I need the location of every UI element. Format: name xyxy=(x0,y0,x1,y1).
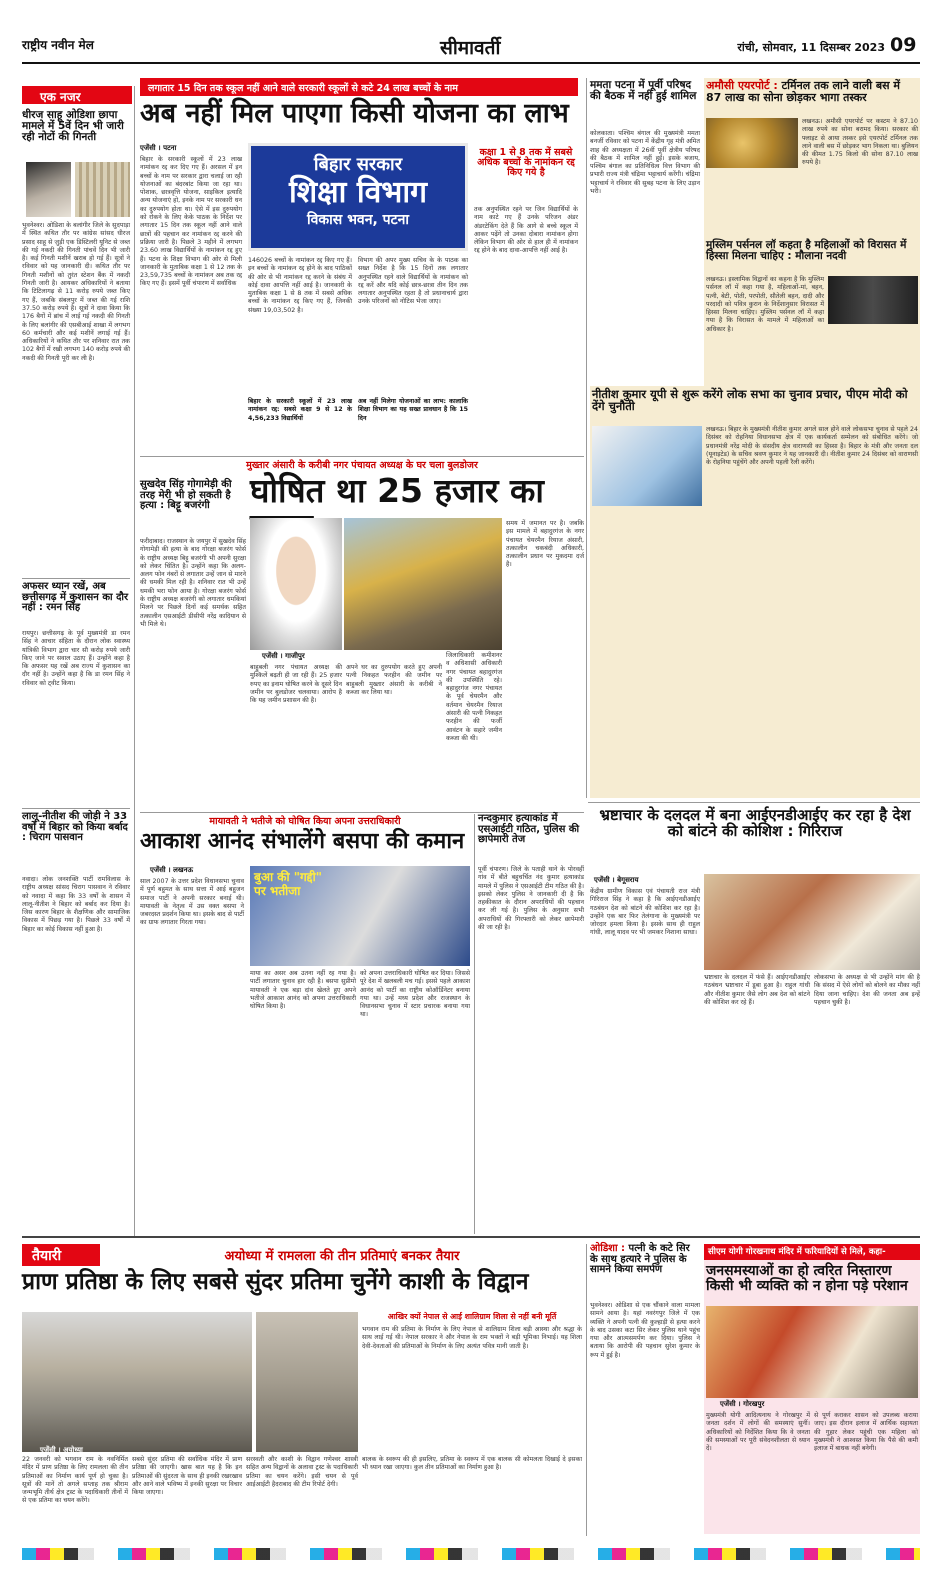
dateline: एजेंसी । गाजीपुर xyxy=(262,652,305,660)
story-body: लखनऊ। अमौसी एयरपोर्ट पर कस्टम ने 87.10 लाख रुपये का सोना बरामद किया। सरकार की फ्लाइट से आया तस्कर इसे एयरपोर्ट टर्मिनल तक लाने वाली बस में छोड़कर भाग निकला था। बुलियन की कीमत 1.75 किलो की सोना 87.10 लाख रुपये है। xyxy=(802,118,918,167)
story-body: अपने घर का दुरुपयोग करते हुए अपनी पत्नी निकहत फरहीन की जमीन पर बाहुबली मुख्तार अंसारी के करीबी ने कब्जा कर लिया था। xyxy=(346,664,442,696)
story-body: से पूर्ण कराकर शासन को उपलब्ध कराया जाए। इस दौरान इलाज में आर्थिक सहायता की गुहार लेकर पहुंची एक महिला को मुख्यमंत्री ने आश्वस्त किया कि पैसे की कमी इलाज में बाधक नहीं बनेगी। xyxy=(814,1412,918,1453)
story-headline: लालू-नीतीश की जोड़ी ने 33 वर्षों में बिहार को किया बर्बाद : चिराग पासवान xyxy=(22,811,128,843)
column-rule xyxy=(586,78,587,798)
lead-col-2: 146026 बच्चों के नामांकन रद्द किए गए हैं। इन बच्चों के नामांकन रद्द होने के बाद पाठिकों की ओर से भी नामांकन रद्द करने के संबंध में कोई दावा आपत्ति नहीं आई है। जानकारी के मुताबिक कक्षा 1 से 8 तक में सबसे अधिक बच्चों के नामांकन रद्द किए गए हैं, जिनकी संख्या 19,03,502 है। xyxy=(248,257,352,314)
story-headline: ममता पटना में पूर्वी परिषद की बैठक में नहीं हुई शामिल xyxy=(590,79,697,103)
sign-line-1: बिहार सरकार xyxy=(313,154,403,175)
second-headline: घोषित था 25 हजार का xyxy=(250,471,544,510)
story-headline: ओडिशा : पत्नी के कटे सिर के साथ हत्यारे ने पुलिस के सामने किया समर्पण xyxy=(590,1243,690,1275)
story-body: को अपना उत्तराधिकारी घोषित कर दिया। जिससे पूरे देश में खलबली मच गई। इससे पहले आकाश आनंद को पार्टी का राष्ट्रीय कोऑर्डिनेटर बनाया गया था। उन्हें मध्य प्रदेश और राजस्थान के विधानसभा चुनाव में स्टार प्रचारक बनाया गया था। xyxy=(360,970,470,1019)
dateline: एजेंसी । पटना xyxy=(140,144,177,152)
story-headline: नीतीश कुमार यूपी से शुरू करेंगे लोक सभा का चुनाव प्रचार, पीएम मोदी को देंगे चुनौती xyxy=(592,387,908,414)
chairman-photo xyxy=(250,518,342,650)
sign-line-2: शिक्षा विभाग xyxy=(288,175,428,210)
bottom-kicker: अयोध्या में रामलला की तीन प्रतिमाएं बनकर तैयार xyxy=(224,1249,460,1264)
story-headline: धीरज साहू ओडिशा छापा मामले में 5वें दिन भी जारी रही नोटों की गिनती xyxy=(22,109,124,144)
lead-col-1: बिहार के सरकारी स्कूलों में 23 लाख नामांकन रद्द कर दिए गए हैं। अरसल में इन बच्चों के नाम पर सरकार द्वारा चलाई जा रही योजनाओं का बंदरबांट किया जा रहा था। पोशाक, छात्रवृत्ति योजना, साइकिल इत्यादि अन्य योजनाएं हो, इनके नाम पर सरकारी धन का दुरुपयोग होता था। ऐसे में इस दुरुपयोग को रोकने के लिए केके पाठक के निर्देश पर लगातार 15 दिन तक स्कूल नहीं आने वाले छात्रों की पहचान कर नामांकन रद्द करने की प्रक्रिया जारी है। पिछले 3 महीने में लगभग 23.60 लाख विद्यार्थियों के नामांकन रद्द हुए हैं। पटना के शिक्षा विभाग की ओर से मिली जानकारी के मुताबिक कक्षा 1 से 12 तक के 23,59,735 बच्चों के नामांकन अब तक रद्द किए गए हैं। इसमें पूर्वी चंपारण में सर्वाधिक xyxy=(140,156,242,288)
story-body: फरीदाबाद। राजस्थान के जयपुर में सुखदेव सिंह गोगामेड़ी की हत्या के बाद गोरक्षा बजरंग फोर्स के राष्ट्रीय अध्यक्ष बिट्टू बजरंगी भी अपनी सुरक्षा को लेकर चिंतित है। उन्होंने कहा कि अलग-अलग फोन नंबरों से लगातार उन्हें जान से मारने की धमकी मिल रही है। शनिवार रात भी उन्हें धमकी भरा फोन आया है। गोरक्षा बजरंग फोर्स के राष्ट्रीय अध्यक्ष बजरंगी को लगातार धमकियां मिलने पर पिछले दिनों कई समर्थक सहित तत्कालीन एसआईटी डीसीपी नरेंद्र कादियान से भी मिले थे। xyxy=(140,538,246,628)
pull-quote: कक्षा 1 से 8 तक में सबसे अधिक बच्चों के नामांकन रद्द किए गये है xyxy=(477,147,575,178)
story-body: लोकसभा के अध्यक्ष से भी उन्होंने मांग की है कि संसद में ऐसे लोगों को बोलने का मौका नहीं दिया जाना चाहिए। देश की जनता अब इन्हें पहचान चुकी है। xyxy=(814,974,920,1006)
story-body: बाहुबली नगर पंचायत अध्यक्ष की मुश्किलें बढ़ती ही जा रही हैं। 25 हजार रुपए का इनाम घोषित करने के दूसरे दिन जमीन पर बुलडोजर चलवाया। आरोप है कि यह जमीन प्रशासन की है। xyxy=(250,664,342,705)
photo-title: बुआ की "गद्दी" पर भतीजा xyxy=(254,870,322,898)
story-body: जिलाधिकारी कमीशनर व अधिशासी अधिकारी नगर पंचायत बहादुरगंज की उपस्थिति रहे। बहादुरगंज नगर पंचायत के पूर्व चेयरमैन और वर्तमान चेयरमैन रियाज अंसारी की पत्नी निकहत फरहीन की फर्जी आवंटन के सहारे जमीन कब्जा की थी। xyxy=(446,652,502,742)
temple-photo-1 xyxy=(22,1312,252,1452)
yogi-band: सीएम योगी गोरखनाथ मंदिर में फरियादियों से मिले, कहा- xyxy=(704,1244,920,1260)
story-body: केंद्रीय ग्रामीण विकास एवं पंचायती राज मंत्री गिरिराज सिंह ने कहा है कि आईएनडीआईए गठबंधन देश को बांटने की कोशिश कर रहा है। उन्होंने एक बार फिर तेलंगाना के मुख्यमंत्री पर जोरदार हमला किया है। इसके साथ ही राहुल गांधी, लालू यादव पर भी जमकर निशाना साधा। xyxy=(590,888,700,937)
divider xyxy=(588,802,920,803)
story-headline: मुस्लिम पर्सनल लॉ कहता है महिलाओं को विरासत में हिस्सा मिलना चाहिए : मौलाना नदवी xyxy=(706,239,907,263)
story-body: सरस्वती और काशी के विद्वान गणेश्वर शास्त्री सहित अन्य विद्वानों के अलावा ट्रस्ट के पदाधिकारी प्रतिमा का चयन करेंगे। इसी चयन से पूर्व आईआईटी हैदराबाद की टीम रिपोर्ट देगी। xyxy=(246,1456,358,1488)
dateline: रांची, सोमवार, 11 दिसम्बर 2023 xyxy=(737,41,885,54)
story-body: रायपुर। छत्तीसगढ़ के पूर्व मुख्यमंत्री डा रमन सिंह ने आचार संहिता के दौरान लोक स्वास्थ्य यांत्रिकी विभाग द्वारा चार सौ करोड़ रुपये जारी किए जाने पर सवाल उठाए हैं। उन्होंने कहा है कि अफसर यह रखें अब राज्य में कुशासन का दौर नहीं है। उन्होंने कहा है कि डा रमन सिंह ने रविवार को ट्वीट किया। xyxy=(22,630,130,687)
third-headline: आकाश आनंद संभालेंगे बसपा की कमान xyxy=(140,829,465,854)
dateline: एजेंसी । अयोध्या xyxy=(40,1446,83,1454)
story-body: भुवनेश्वर। ओडिशा से एक चौंकाने वाला मामला सामने आया है। यहां नवरंगपुर जिले में एक व्यक्ति ने अपनी पत्नी की कुल्हाड़ी से हत्या करने के बाद उसका कटा सिर लेकर पुलिस थाने पहुंच गया और आत्मसमर्पण कर दिया। पुलिस ने बताया कि आरोपी की पहचान सुरेश कुमार के रूप में हुई है। xyxy=(590,1302,700,1359)
lead-subhead-1: बिहार के सरकारी स्कूलों में 23 लाख नामांकन रद्द: सबसे कक्षा 9 से 12 के 4,56,233 विद्यार्थियों xyxy=(248,398,352,422)
story-body: बालक के स्वरूप की ही इसलिए, प्रतिमा के स्वरूप में एक बालक सी कोमलता दिखाई दे इसका भी ध्यान रखा जाएगा। कुल तीन प्रतिमाओं का निर्माण हुआ है। xyxy=(362,1456,582,1472)
temple-photo-2 xyxy=(256,1312,358,1452)
story-body: भुवनेश्वर। ओडिशा के बलांगीर जिले के सुदपाड़ा में स्थित कथित तौर पर कांग्रेस सांसद धीरज प्रसाद साहू से जुड़ी एक डिस्टिलरी यूनिट से जब्त की गई नकदी की गिनती पांचवें दिन भी जारी है। कई गिनती मशीनें खराब हो गई हैं। सूत्रों ने रविवार को यह जानकारी दी। कथित तौर पर गिनती मशीनों को तुरंत स्टेशन बैंक में नकदी गिनती जारी है। आयकर अधिकारियों ने बताया कि टिटिलागढ़ से 11 करोड़ रुपये जब्त किए गए हैं, जबकि संबलपुर में जब्त की गई राशि 37.50 करोड़ रुपये है। सूत्रों ने दावा किया कि 176 बैगों में ब्रांच में लाई गई नकदी की गिनती के लिए बलांगीर की एसबीआई शाखा में लगभग 60 कर्मचारी और कई मशीनें लगाई गई हैं। अधिकारियों ने कथित तौर पर शनिवार रात तक 102 बैगों में रखी लगभग 140 करोड़ रुपये की नकदी की गिनती पूरी कर ली है। xyxy=(22,222,130,362)
dateline: एजेंसी । बेगूसराय xyxy=(594,876,639,884)
divider xyxy=(22,1236,920,1238)
yogi-headline: जनसमस्याओं का हो त्वरित निस्तारण किसी भी व्यक्ति को न होना पड़े परेशान xyxy=(706,1263,908,1294)
page-number: 09 xyxy=(890,34,917,56)
story-body: मुख्यमंत्री योगी आदित्यनाथ ने गोरखपुर में जनता दर्शन में लोगों की समस्याएं सुनीं। अधिकारियों को निर्देशित किया कि वे जनता की समस्याओं पर पूरी संवेदनशीलता से ध्यान दें। xyxy=(706,1412,810,1453)
story-body: समय में जमानत पर है। जबकि इस मामले में बहादुरगंज के नगर पंचायत चेयरमैन रियाज अंसारी, तत्कालीन चकबंदी अधिकारी, तत्कालीन प्रधान पर मुकदमा दर्ज है। xyxy=(506,520,584,569)
story-body: पूर्वी चंपारण। जिले के पताही थाने के पोरवहीं गांव में बीते बहुचर्चित नंद कुमार हत्याकांड मामले में पुलिस ने एसआईटी टीम गठित की है। इसको लेकर पुलिस ने जानकारी दी है कि तहकीकात के दौरान अपराधियों की पहचान कर ली गई है। पुलिस के अनुसार सभी अपराधियों की गिरफ्तारी को लेकर छापेमारी की जा रही है। xyxy=(478,866,584,932)
third-kicker: मायावती ने भतीजे को घोषित किया अपना उत्तराधिकारी xyxy=(209,816,401,827)
sign-line-3: विकास भवन, पटना xyxy=(306,212,410,228)
lead-col-4: तक अनुपस्थित रहने पर जिन विद्यार्थियों के नाम काटे गए हैं उनके परिजन अंडर अंडरटेकिंग देते हैं कि आगे से बच्चे स्कूल में आकर पढ़ेंगे तो उनका दोबारा नामांकन होगा लेकिन विभाग की ओर से हाल ही में नामांकन रद्द होने के बाद दावा-आपत्ति नहीं आई है। xyxy=(474,206,578,255)
registration-bar xyxy=(22,1548,920,1560)
second-kicker: मुख्तार अंसारी के करीबी नगर पंचायत अध्यक्ष के घर चला बुलडोजर xyxy=(246,460,478,471)
gold-photo xyxy=(706,118,798,168)
ek-nazar-label: एक नजर xyxy=(22,86,132,104)
bulldozer-photo xyxy=(344,518,502,650)
story-body: लखनऊ। बिहार के मुख्यमंत्री नीतीश कुमार अगले साल होने वाले लोकसभा चुनाव से पहले 24 दिसंबर को रोहनिया विधानसभा क्षेत्र में एक कार्यकर्ता सम्मेलन को संबोधित करेंगे। जो प्रधानमंत्री नरेंद्र मोदी के संसदीय क्षेत्र वाराणसी का हिस्सा है। बिहार के मंत्री और जनता दल (यूनाइटेड) के सचिव श्रवण कुमार ने यह जानकारी दी। नीतीश कुमार 24 दिसंबर को वाराणसी के रोहनिया पहुंचेंगे और अपनी पहली रैली करेंगे। xyxy=(706,426,918,467)
masthead-logo xyxy=(22,34,172,56)
taiyari-label: तैयारी xyxy=(22,1244,100,1266)
column-rule xyxy=(474,814,475,1234)
dateline: एजेंसी । गोरखपुर xyxy=(720,1400,765,1408)
giriraj-headline: भ्रष्टाचार के दलदल में बना आईएनडीआईए कर रहा है देश को बांटने की कोशिश : गिरिराज xyxy=(599,806,911,840)
divider xyxy=(22,808,130,809)
story-body: लखनऊ। इस्लामिक विद्वानों का कहना है कि मुस्लिम पर्सनल लॉ में कहा गया है, महिलाओं-मां, बहन, पत्नी, बेटी, पोती, परपोती, सौतेली बहन, दादी और परदादी को पवित्र कुरान के निर्देशानुसार विरासत में हिस्सा मिलना चाहिए। मुस्लिम पर्सनल लॉ में कहा गया है कि विरासत के मामले में महिलाओं का अधिकार है। xyxy=(706,276,824,333)
akash-photo xyxy=(250,866,470,966)
story-headline: अफसर ध्यान रखें, अब छत्तीसगढ़ में कुशासन का दौर नहीं : रमन सिंह xyxy=(22,581,129,613)
top-band: लगातार 15 दिन तक स्कूल नहीं आने वाले सरकारी स्कूलों से कटे 24 लाख बच्चों के नाम xyxy=(140,78,578,96)
column-rule xyxy=(586,1244,587,1536)
divider xyxy=(140,456,584,457)
story-headline: नन्दकुमार हत्याकांड में एसआईटी गठित, पुलिस की छापेमारी तेज xyxy=(478,813,580,845)
story-body: माया का असर अब उतना नहीं रह गया है। पार्टी लगातार चुनाव हार रही है। बसपा सुप्रीमो मायावती ने एक बड़ा दांव खेलते हुए अपने भतीजे आकाश आनंद को अपना उत्तराधिकारी घोषित किया है। xyxy=(250,970,356,1011)
story-body: सबसे सुंदर प्रतिमा की सर्वाधिक मंदिर में प्राण प्रतिष्ठा की जाएगी। खास बात यह है कि इन प्रतिमाओं की सुंदरता के साथ ही इनकी रखरखाव और आने वाले भविष्य में इनकी सुरक्षा पर विचार किया जाएगा। xyxy=(132,1456,242,1497)
currency-photo xyxy=(75,162,130,217)
story-body: भ्रष्टाचार के दलदल में फंसे हैं। आईएनडीआईए गठबंधन भ्रष्टाचार में डूबा हुआ है। राहुल गांधी और नीतीश कुमार जैसे लोग अब देश को बांटने की कोशिश कर रहे हैं। xyxy=(704,974,810,1006)
masthead-rule xyxy=(22,62,920,64)
divider xyxy=(22,578,130,579)
nepal-subhead: आखिर क्यों नेपाल से आई शालिग्राम शिला से नहीं बनी मूर्ति xyxy=(387,1312,557,1321)
lead-col-3: विभाग की अपर मुख्य सचिव के के पाठक का सख्त निर्देश है कि 15 दिनों तक लगातार अनुपस्थित रहने वाले विद्यार्थियों के नामांकन को रद्द करें और यदि कोई छात्र-छात्रा तीन दिन तक लगातार अनुपस्थित रहता है तो प्रधानाचार्य द्वारा उनके परिजनों को नोटिस भेजा जाए। xyxy=(358,257,468,306)
bihar-sign-photo xyxy=(248,143,468,251)
story-headline: अमौसी एयरपोर्ट : टर्मिनल तक लाने वाली बस में 87 लाख का सोना छोड़कर भागा तस्कर xyxy=(706,79,901,104)
lead-subhead-2: अब नहीं मिलेगा योजनाओं का लाभ: कालाकि शिक्षा विभाग का यह सख्त प्रावधान है कि 15 दिन xyxy=(358,398,468,422)
story-body: 22 जनवरी को भगवान राम के नवनिर्मित मंदिर में प्राण प्रतिष्ठा के लिए रामलला की तीन प्रतिमाओं का निर्माण कार्य पूर्ण हो चुका है। सूत्रों की मानें तो अगले सप्ताह तक श्रीराम जन्मभूमि तीर्थ क्षेत्र ट्रस्ट के पदाधिकारी तीनों में से एक प्रतिमा का चयन करेंगे। xyxy=(22,1456,128,1505)
story-body: कोलकाता। पश्चिम बंगाल की मुख्यमंत्री ममता बनर्जी रविवार को पटना में केंद्रीय गृह मंत्री अमित शाह की अध्यक्षता में 26वीं पूर्वी क्षेत्रीय परिषद की बैठक में शामिल नहीं हुईं। इसके बजाय, पश्चिम बंगाल का प्रतिनिधित्व वित्त विभाग की प्रभारी राज्य मंत्री चंद्रिमा भट्टाचार्य करेंगी। चंद्रिमा भट्टाचार्य ने रविवार की सुबह पटना के लिए उड़ान भरी। xyxy=(590,130,700,196)
giriraj-photo xyxy=(704,874,920,970)
bottom-headline: प्राण प्रतिष्ठा के लिए सबसे सुंदर प्रतिमा चुनेंगे काशी के विद्वान xyxy=(22,1269,529,1295)
story-headline: सुखदेव सिंह गोगामेड़ी की तरह मेरी भी हो सकती है हत्या : बिट्टू बजरंगी xyxy=(140,479,232,511)
story-body: भगवान राम की प्रतिमा के निर्माण के लिए नेपाल से शालिग्राम शिला बड़ी आस्था और श्रद्धा के साथ लाई गई थी। नेपाल सरकार ने और नेपाल के राम भक्तों ने बड़ी भूमिका निभाई। यह शिला देवी-देवताओं की प्रतिमाओं के निर्माण के लिए अत्यंत पवित्र मानी जाती है। xyxy=(362,1326,582,1350)
story-body: साल 2007 के उत्तर प्रदेश विधानसभा चुनाव में पूर्ण बहुमत के साथ सत्ता में आई बहुजन समाज पार्टी ने अपनी सरकार बनाई थी। मायावती के नेतृत्व में उस वक्त बसपा ने जबरदस्त प्रदर्शन किया था। इसके बाद से पार्टी का ग्राफ लगातार गिरता गया। xyxy=(140,878,244,927)
story-body: नवादा। लोक जनशक्ति पार्टी रामविलास के राष्ट्रीय अध्यक्ष सांसद चिराग पासवान ने रविवार को नवादा में कहा कि 33 वर्षों के शासन में लालू-नीतीश ने बिहार को बर्बाद कर दिया है। जिस कारण बिहार के शैक्षणिक और सामाजिक विकास में पिछड़ गया है। पिछले 33 वर्षों में बिहार का कोई विकास नहीं हुआ है। xyxy=(22,876,130,933)
column-rule xyxy=(134,86,135,1236)
lead-headline: अब नहीं मिल पाएगा किसी योजना का लाभ xyxy=(140,98,569,129)
nitish-photo xyxy=(592,426,702,506)
logo-text: राष्ट्रीय नवीन मेल xyxy=(22,38,94,52)
person-photo xyxy=(26,162,71,217)
dateline: एजेंसी । लखनऊ xyxy=(150,866,193,874)
section-name: सीमावर्ती xyxy=(440,37,501,59)
yogi-photo xyxy=(706,1306,918,1398)
women-photo xyxy=(828,276,918,324)
